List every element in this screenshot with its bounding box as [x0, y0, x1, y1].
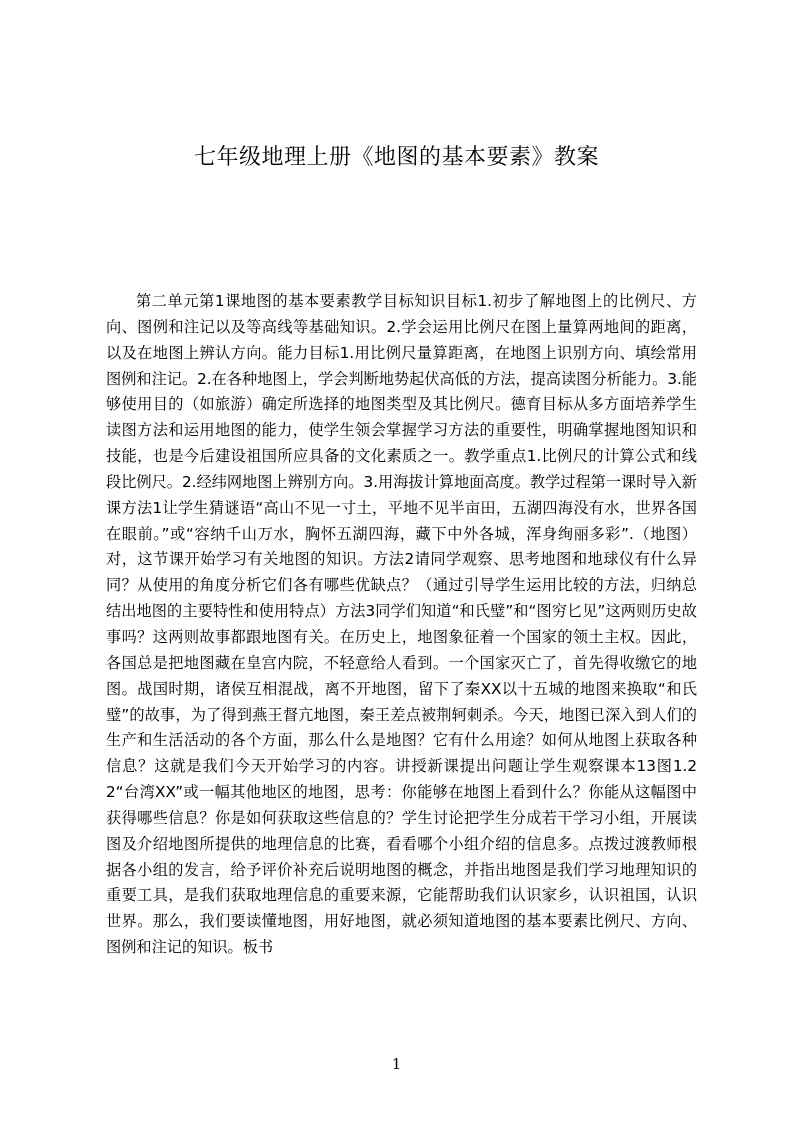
document-body	[106, 289, 697, 1049]
body-paragraph: 第二单元第1课地图的基本要素教学目标知识目标1.初步了解地图上的比例尺、方向、图例和注记以及等高线等基础知识。2.学会运用比例尺在图上量算两地间的距离，以及在地图上辨认方向。能力目标1.用比例尺量算距离，在地图上识别方向、填绘常用图例和注记。2.在各种地图上，学会判断地势起伏高低的方法，提高读图分析能力。3.能够使用目的（如旅游）确定所选择的地图类型及其比例尺。德育目标从多方面培养学生读图方法和运用地图的能力，使学生领会掌握学习方法的重要性，明确掌握地图知识和技能，也是今后建设祖国所应具备的文化素质之一。教学重点1.比例尺的计算公式和线段比例尺。2.经纬网地图上辨别方向。3.用海拔计算地面高度。教学过程第一课时导入新课方法1让学生猜谜语“高山不见一寸土，平地不见半亩田，五湖四海没有水，世界各国在眼前。”或“容纳千山万水，胸怀五湖四海，藏下中外各城，浑身绚丽多彩”.（地图）对，这节课开始学习有关地图的知识。方法2请同学观察、思考地图和地球仪有什么异同？从使用的角度分析它们各有哪些优缺点？（通过引导学生运用比较的方法，归纳总结出地图的主要特性和使用特点）方法3同学们知道“和氏璧”和“图穷匕见”这两则历史故事吗？这两则故事都跟地图有关。在历史上，地图象征着一个国家的领土主权。因此，各国总是把地图藏在皇宫内院，不轻意给人看到。一个国家灭亡了，首先得收缴它的地图。战国时期，诸侯互相混战，离不开地图，留下了秦XX以十五城的地图来换取“和氏璧”的故事，为了得到燕王督亢地图，秦王差点被荆轲刺杀。今天，地图已深入到人们的生产和生活活动的各个方面，那么什么是地图？它有什么用途？如何从地图上获取各种信息？这就是我们今天开始学习的内容。讲授新课提出问题让学生观察课本13图1.22“台湾XX”或一幅其他地区的地图，思考：你能够在地图上看到什么？你能从这幅图中获得哪些信息？你是如何获取这些信息的？学生讨论把学生分成若干学习小组，开展读图及介绍地图所提供的地理信息的比赛，看看哪个小组介绍的信息多。点拨过渡教师根据各小组的发言，给予评价补充后说明地图的概念，并指出地图是我们学习地理知识的重要工具，是我们获取地理信息的重要来源，它能帮助我们认识家乡，认识祖国，认识世界。那么，我们要读懂地图，用好地图，就必须知道地图的基本要素比例尺、方向、图例和注记的知识。板书	[106, 292, 697, 957]
document-title: 七年级地理上册《地图的基本要素》教案	[193, 145, 599, 170]
page-number: 1	[391, 1055, 402, 1073]
